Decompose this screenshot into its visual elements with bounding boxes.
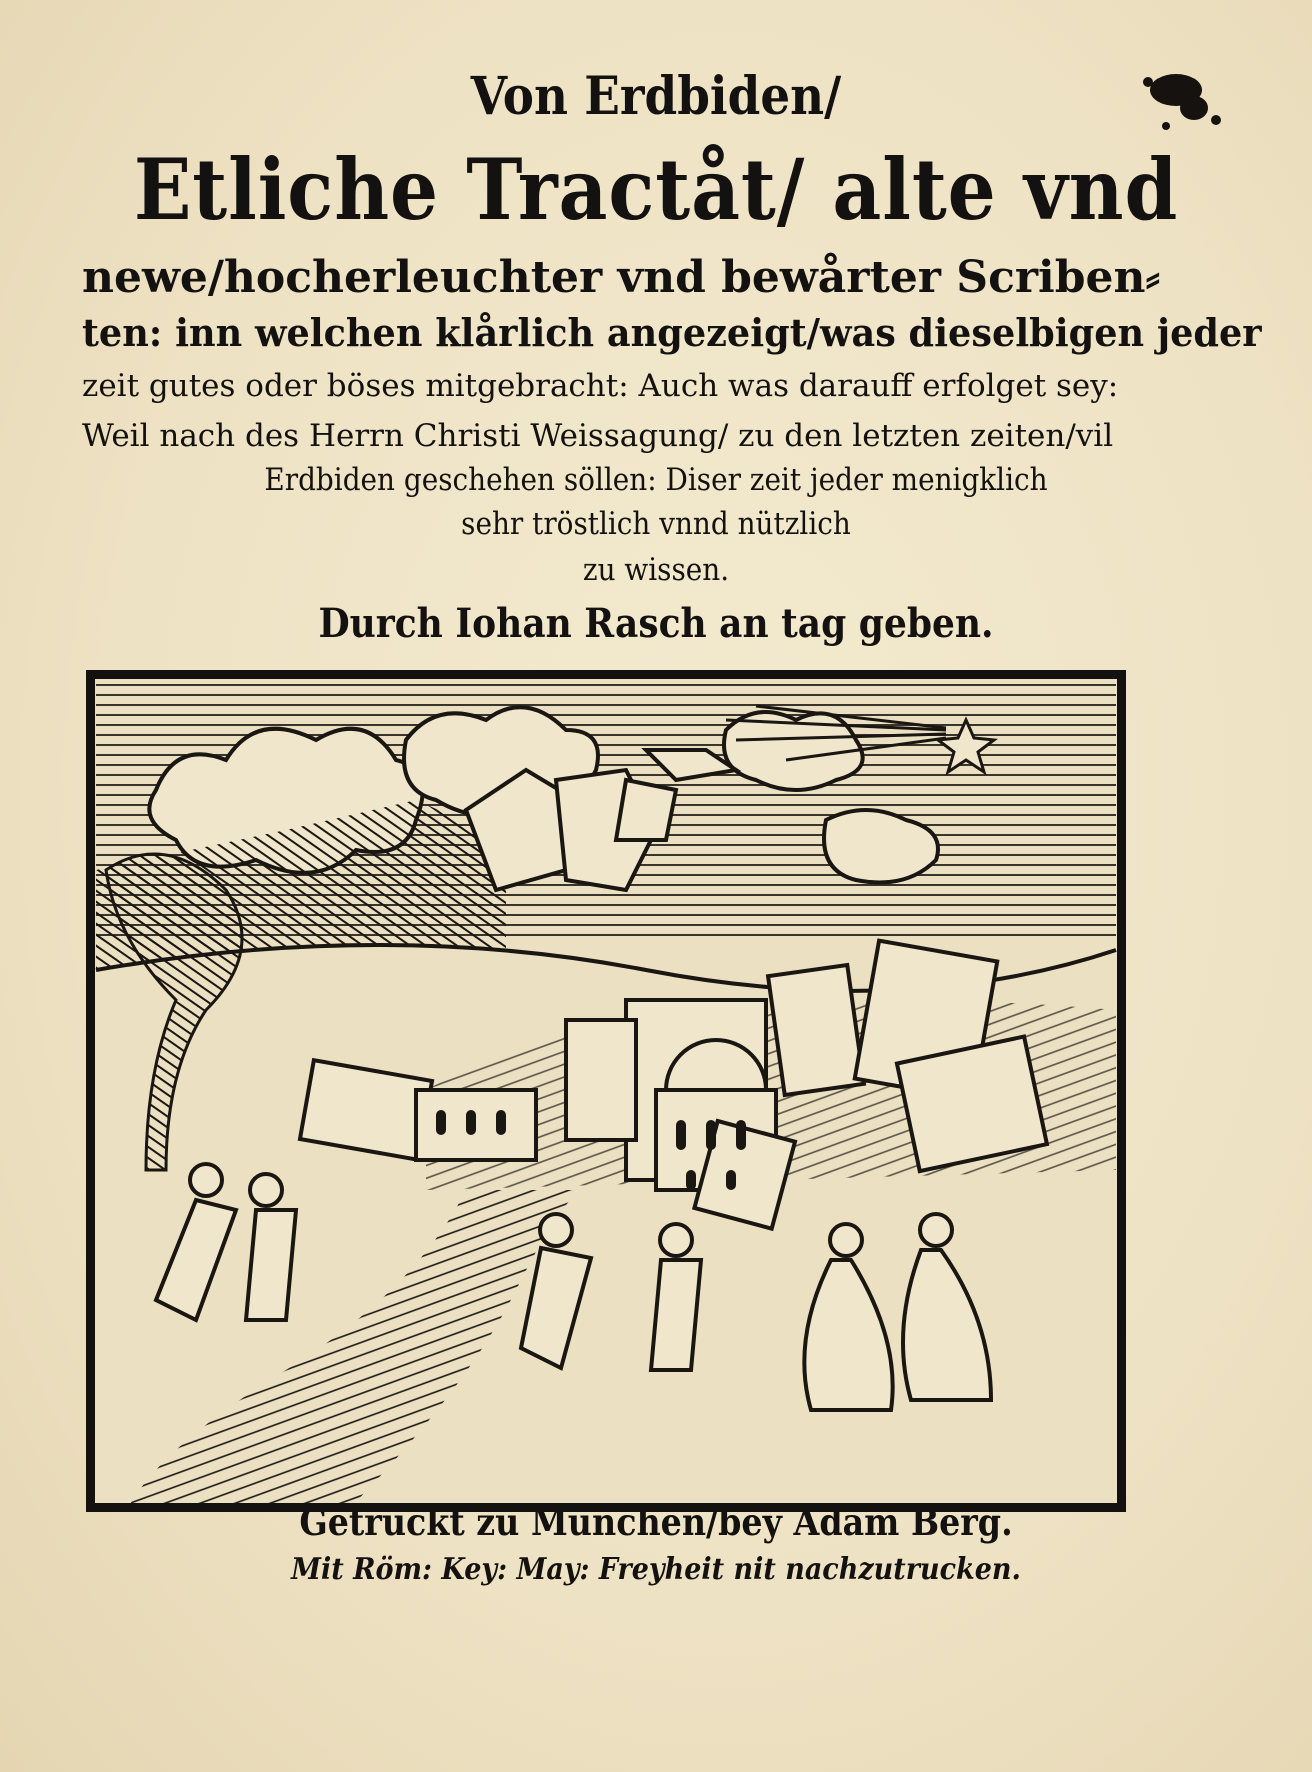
title-line-8: sehr tröstlich vnnd nützlich [461,506,851,542]
title-line-3: newe/hocherleuchter vnd bewårter Scriben⸗ [82,252,1161,303]
title-line-4: ten: inn welchen klårlich angezeigt/was dieselbigen jeder [82,310,1262,355]
author-line: Durch Iohan Rasch an tag geben. [318,600,994,647]
earthquake-woodcut-illustration [86,670,1126,1512]
title-line-2: Etliche Tractåt/ alte vnd [133,140,1179,239]
imprint-line-1: Getruckt zu München/bey Adam Berg. [299,1500,1013,1544]
title-line-5: zeit gutes oder böses mitgebracht: Auch was darauff erfolget sey: [82,368,1119,404]
imprint-line-2: Mit Röm: Key: May: Freyheit nit nachzutrucken. [291,1552,1021,1587]
title-line-9: zu wissen. [582,552,730,588]
title-line-1: Von Erdbiden/ [470,66,842,127]
title-line-7: Erdbiden geschehen söllen: Diser zeit jeder menigklich [264,462,1048,498]
title-line-6: Weil nach des Herrn Christi Weissagung/ zu den letzten zeiten/vil [82,418,1114,454]
